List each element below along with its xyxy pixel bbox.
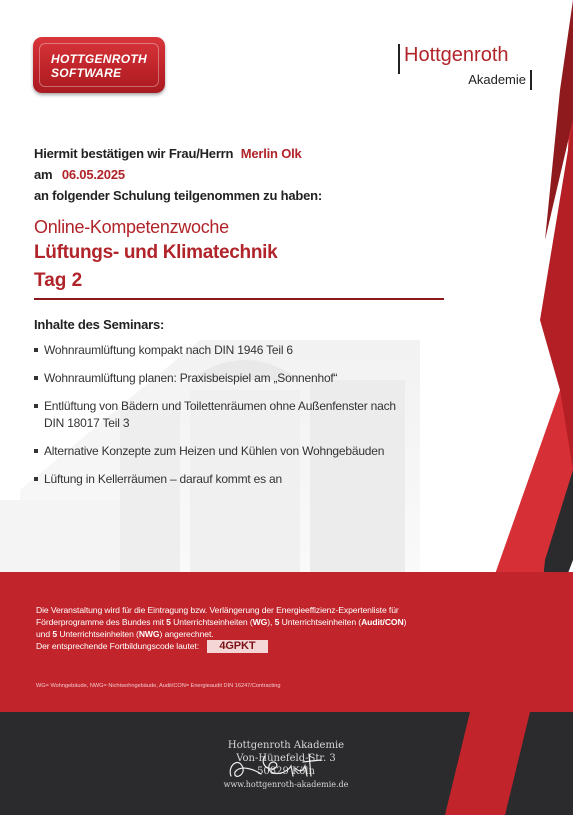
list-item-text: Wohnraumlüftung planen: Praxisbeispiel am „Sonnenhof“: [44, 371, 338, 385]
footer-street: Von-Hünefeld-Str. 3: [236, 753, 336, 764]
abbreviation-footnote: WG= Wohngebäude, NWG= Nichtwohngebäude, Audit/CON= Energieaudit DIN 16247/Contracting: [36, 683, 281, 689]
nwg-abbrev: NWG: [138, 629, 160, 639]
course-title: Lüftungs- und Klimatechnik: [34, 242, 278, 263]
text-segment: ) angerechnet.: [159, 629, 214, 639]
wg-abbrev: WG: [252, 617, 268, 627]
course-kind: Online-Kompetenzwoche: [34, 217, 229, 237]
audit-abbrev: Audit/CON: [361, 617, 404, 627]
text-segment: Unterrichtseinheiten (: [281, 617, 362, 627]
list-item-text: Alternative Konzepte zum Heizen und Kühlen von Wohngebäuden: [44, 444, 385, 458]
text-segment: ): [403, 617, 407, 627]
confirmation-intro: Hiermit bestätigen wir Frau/Herrn: [34, 146, 234, 161]
logo-wordmark: Hottgenroth: [404, 44, 509, 66]
code-label: Der entsprechende Fortbildungscode lautet:: [36, 641, 200, 651]
accreditation-line-1: Die Veranstaltung wird für die Eintragung bzw. Verlängerung der Energieeffizienz-Expertenliste für: [36, 605, 399, 615]
contents-heading: Inhalte des Seminars:: [34, 317, 165, 332]
handwritten-signature: [225, 746, 335, 786]
text-segment: Unterrichtseinheiten (: [59, 629, 139, 639]
footer-org: Hottgenroth Akademie: [227, 740, 345, 751]
logo-text-line2: SOFTWARE: [51, 66, 122, 80]
units-audit: 5: [274, 617, 280, 627]
text-segment: Unterrichtseinheiten (: [173, 617, 253, 627]
course-date: 06.05.2025: [61, 167, 125, 182]
list-item-text: Entlüftung von Bädern und Toilettenräumen ohne Außenfenster nach DIN 18017 Teil 3: [44, 399, 396, 430]
list-item-text: Wohnraumlüftung kompakt nach DIN 1946 Teil 6: [44, 343, 293, 357]
units-wg: 5: [166, 617, 171, 627]
course-day: Tag 2: [34, 270, 83, 291]
date-label: am: [34, 167, 53, 182]
confirmation-line-3: an folgender Schulung teilgenommen zu haben:: [34, 188, 323, 203]
logo-text-line1: HOTTGENROTH: [51, 52, 147, 66]
units-nwg: 5: [52, 629, 58, 639]
logo-subtitle: Akademie: [468, 72, 526, 87]
list-item-text: Lüftung in Kellerräumen – darauf kommt es an: [44, 472, 283, 486]
participant-name: Merlin Olk: [240, 146, 302, 161]
text-segment: und: [36, 629, 51, 639]
text-segment: Förderprogramme des Bundes mit: [36, 617, 164, 627]
footer-url: www.hottgenroth-akademie.de: [223, 780, 349, 789]
footer-city: 50829 Köln: [257, 766, 315, 777]
training-code: 4GPKT: [207, 640, 267, 653]
text-segment: ),: [267, 617, 273, 627]
